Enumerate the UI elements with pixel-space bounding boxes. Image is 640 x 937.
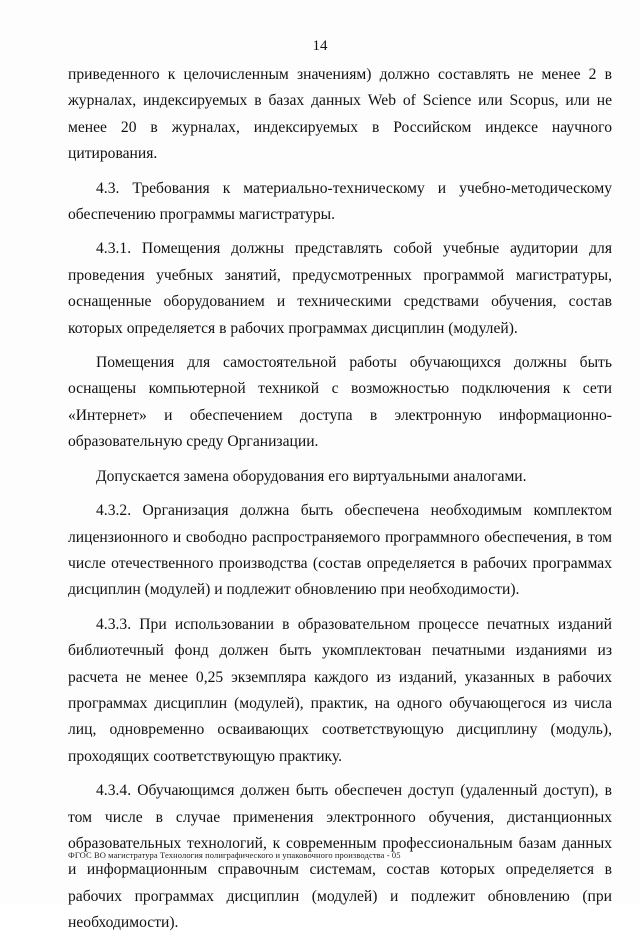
paragraph-4-3-1: 4.3.1. Помещения должны представлять собой учебные аудитории для проведения учебных занятий, предусмотренных программой магистратуры, оснащенные оборудованием и техническими средствами обучения, состав которых определяется в рабочих программах дисциплин (модулей).	[68, 240, 612, 337]
paragraph-4-3-3: 4.3.3. При использовании в образовательном процессе печатных изданий библиотечный фонд должен быть укомплектован печатными изданиями из расчета не менее 0,25 экземпляра каждого из изданий, указанных в рабочих программах дисциплин (модулей), практик, на одного обучающегося из числа лиц, одновременно осваивающих соответствующую дисциплину (модуль), проходящих соответствующую практику.	[68, 615, 612, 765]
page-footer: ФГОС ВО магистратура Технология полиграфического и упаковочного производства - 05	[68, 850, 401, 860]
paragraph-4-3-2: 4.3.2. Организация должна быть обеспечена необходимым комплектом лицензионного и свободно распространяемого программного обеспечения, в том числе отечественного производства (состав определяется в рабочих программах дисциплин (модулей) и подлежит обновлению при необходимости).	[68, 502, 612, 599]
document-body	[68, 62, 612, 937]
page-number: 14	[312, 38, 328, 54]
paragraph-4-3-4: 4.3.4. Обучающимся должен быть обеспечен доступ (удаленный доступ), в том числе в случае применения электронного обучения, дистанционных образовательных технологий, к современным профессиональным базам данных и информационным справочным системам, состав которых определяется в рабочих программах дисциплин (модулей) и подлежит обновлению (при необходимости).	[68, 782, 612, 932]
paragraph-virtual-analogs: Допускается замена оборудования его виртуальными аналогами.	[96, 467, 527, 485]
paragraph-continuation: приведенного к целочисленным значениям) должно составлять не менее 2 в журналах, индексируемых в базах данных Web of Science или Scopus, или не менее 20 в журналах, индексируемых в Российском индексе научного цитирования.	[68, 66, 612, 163]
paragraph-self-study-rooms: Помещения для самостоятельной работы обучающихся должны быть оснащены компьютерной техникой с возможностью подключения к сети «Интернет» и обеспечением доступа в электронную информационно-образовательную среду Организации.	[68, 354, 612, 451]
section-heading-4-3: 4.3. Требования к материально-техническому и учебно-методическому обеспечению программы магистратуры.	[68, 179, 612, 224]
